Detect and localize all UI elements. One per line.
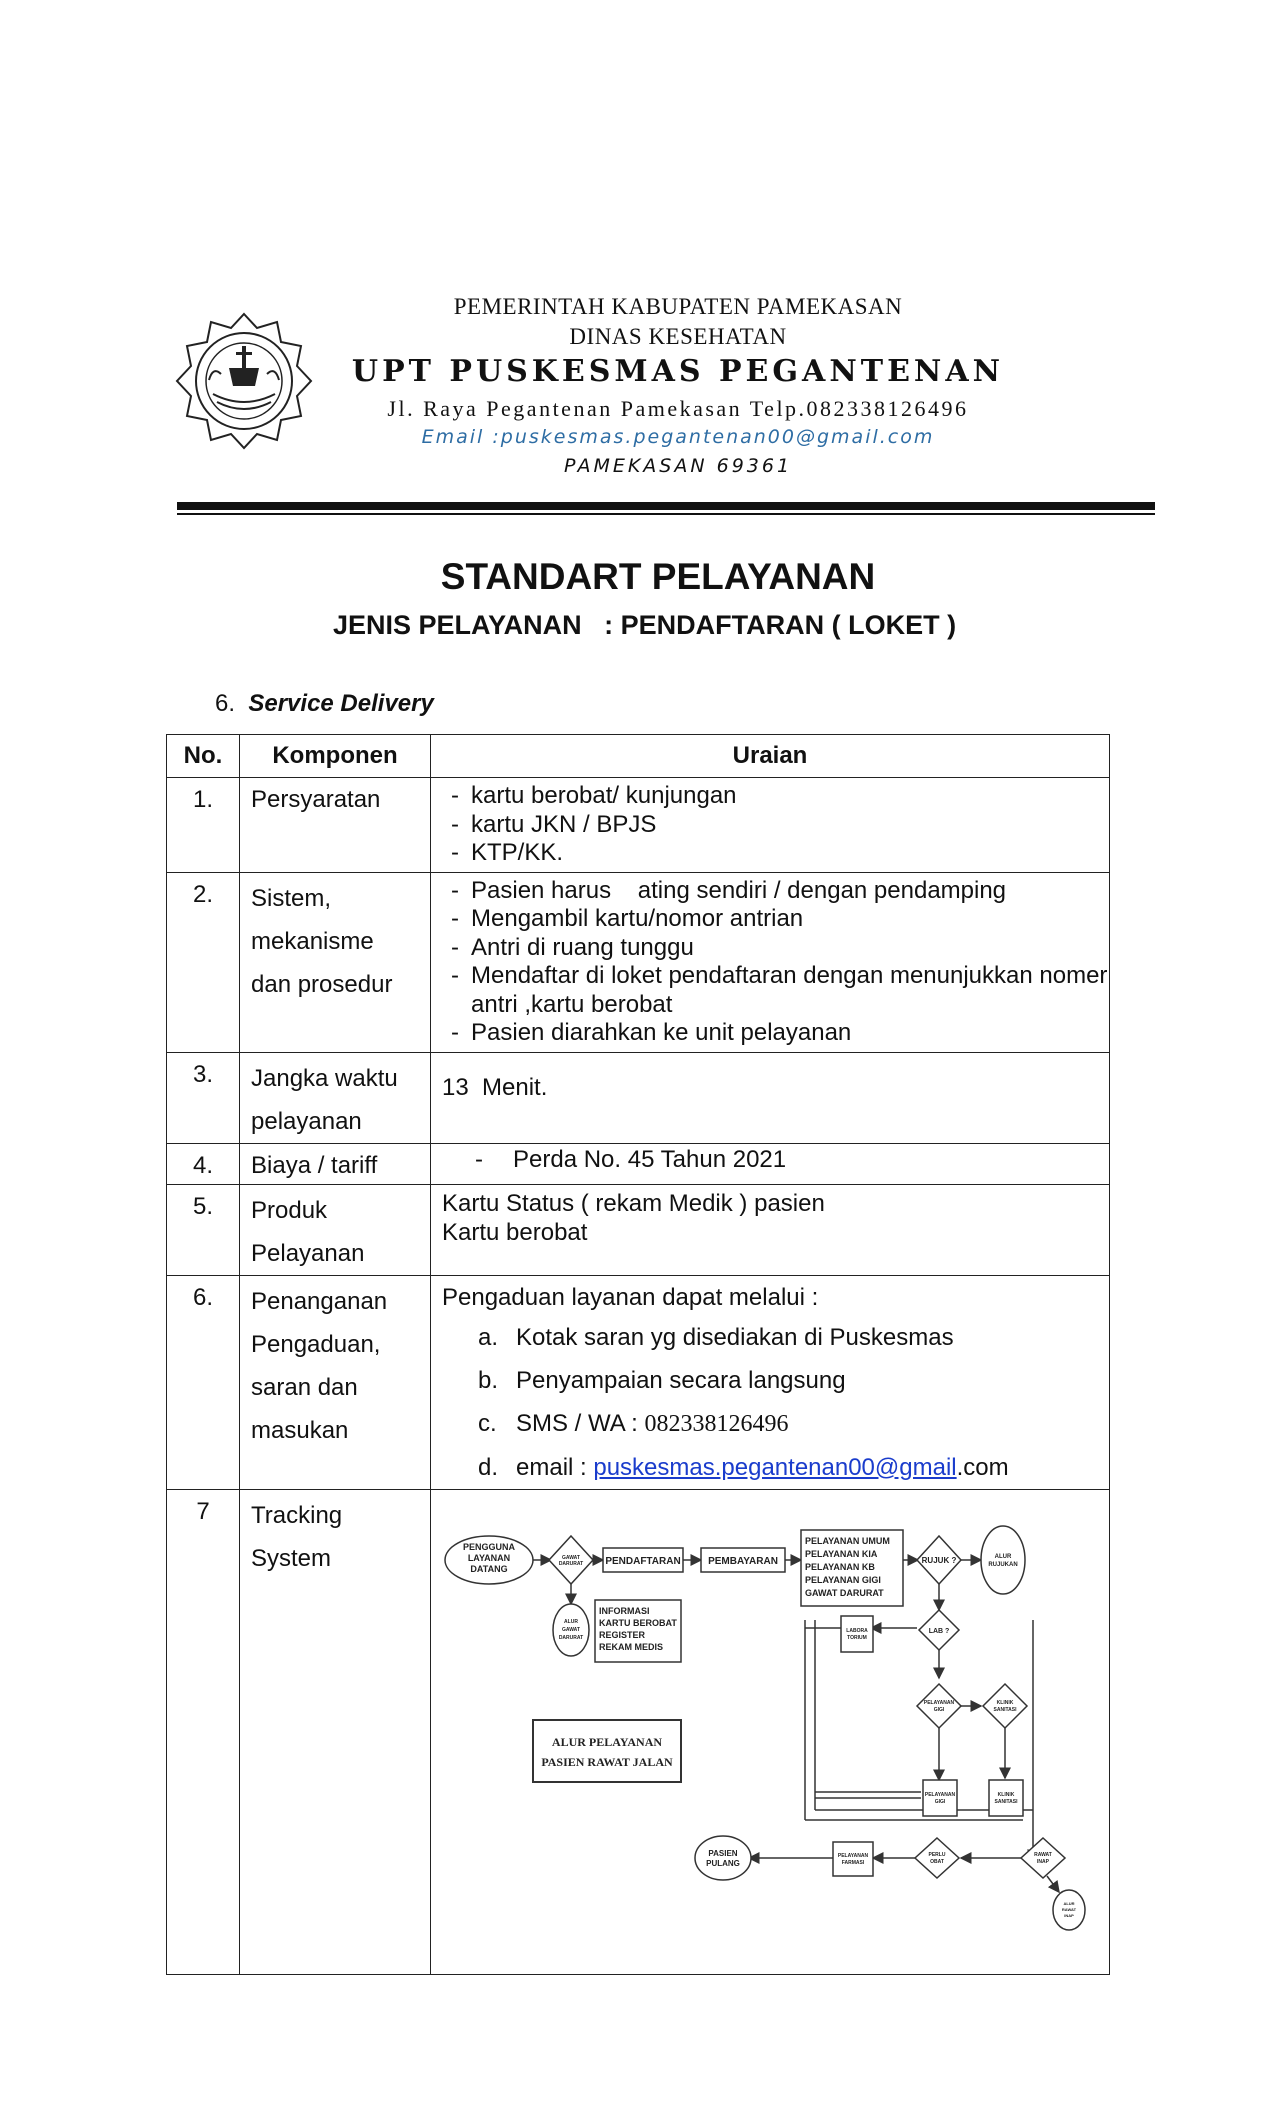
table-row — [167, 1052, 1110, 1143]
flow-node-start: PENGGUNA — [462, 1541, 516, 1552]
flow-node-alur-gawat: ALUR — [564, 1618, 578, 1625]
flow-node-informasi: KARTU BEROBAT — [599, 1617, 677, 1628]
table-row — [167, 1489, 1110, 1974]
list-item: - kartu JKN / BPJS — [449, 811, 1109, 840]
header-divider — [177, 502, 1155, 510]
flow-node-farmasi: FARMASI — [841, 1859, 865, 1866]
flowchart-title: PASIEN RAWAT JALAN — [541, 1754, 673, 1769]
row-uraian — [431, 1275, 1110, 1489]
row-uraian — [431, 1184, 1110, 1275]
email-link[interactable]: puskesmas.pegantenan00@gmail — [593, 1453, 957, 1481]
header-no: No. — [167, 735, 240, 778]
section-number: 6. — [215, 690, 236, 717]
flow-node-alur-rujukan: RUJUKAN — [988, 1561, 1018, 1568]
city-postcode: PAMEKASAN 69361 — [563, 455, 793, 477]
flow-node-start: LAYANAN — [467, 1552, 511, 1563]
row-uraian — [431, 872, 1110, 1052]
flow-node-rawat-inap-q: INAP — [1037, 1858, 1049, 1865]
row-komponen: Produk Pelayanan — [240, 1184, 431, 1275]
flow-node-gigi-q: PELAYANAN — [923, 1699, 955, 1706]
flow-node-pulang: PASIEN — [708, 1848, 738, 1858]
flow-node-informasi: REKAM MEDIS — [599, 1641, 664, 1652]
complaint-channel-list — [431, 1316, 1109, 1489]
item-letter: a. — [478, 1323, 499, 1351]
row-uraian — [431, 778, 1110, 873]
page-title: STANDART PELAYANAN — [440, 556, 876, 597]
row-komponen: Sistem, mekanisme dan prosedur — [240, 872, 431, 1052]
flow-node-labora: LABORA — [846, 1627, 868, 1634]
row-komponen: Tracking System — [240, 1489, 431, 1974]
row-komponen: Jangka waktu pelayanan — [240, 1052, 431, 1143]
flow-node-start: DATANG — [470, 1563, 508, 1574]
cost-list — [431, 1144, 1109, 1179]
row-uraian — [431, 1489, 1110, 1974]
flow-node-alur-rujukan: ALUR — [994, 1553, 1012, 1560]
service-delivery-table — [166, 734, 1110, 1975]
flow-node-informasi: INFORMASI — [599, 1605, 650, 1616]
government-name: PEMERINTAH KABUPATEN PAMEKASAN — [453, 294, 903, 319]
row-number: 3. — [167, 1052, 240, 1143]
email-suffix: .com — [956, 1453, 1009, 1481]
flow-node-obat: PERLU — [928, 1851, 946, 1858]
item-letter: c. — [478, 1409, 497, 1437]
row-number: 7 — [167, 1489, 240, 1974]
header-komponen: Komponen — [240, 735, 431, 778]
flow-node-sanitasi-q: SANITASI — [993, 1706, 1017, 1713]
list-item: - Mengambil kartu/nomor antrian — [449, 905, 1109, 934]
phone-number: 082338126496 — [644, 1410, 789, 1437]
list-item: - KTP/KK. — [449, 839, 1109, 868]
item-text: SMS / WA : — [516, 1409, 645, 1437]
table-row — [167, 1143, 1110, 1184]
flow-node-gigi: GIGI — [934, 1798, 946, 1805]
institution-name: UPT PUSKESMAS PEGANTENAN — [351, 354, 1005, 389]
list-item — [478, 1446, 1109, 1489]
flow-node-gigi-q: GIGI — [933, 1706, 945, 1713]
address: Jl. Raya Pegantenan Pamekasan Telp.082338126496 — [387, 396, 969, 421]
flow-node-sanitasi: KLINIK — [997, 1791, 1015, 1798]
product-line: Kartu Status ( rekam Medik ) pasien — [442, 1189, 825, 1217]
list-item: - kartu berobat/ kunjungan — [449, 782, 1109, 811]
row-number: 2. — [167, 872, 240, 1052]
flow-node-gigi: PELAYANAN — [924, 1791, 956, 1798]
list-item — [478, 1402, 1109, 1446]
row-uraian — [431, 1052, 1110, 1143]
table-row — [167, 778, 1110, 873]
flow-node-rujuk: RUJUK ? — [921, 1555, 957, 1565]
procedure-list — [431, 873, 1109, 1052]
flow-node-obat: OBAT — [930, 1858, 944, 1865]
page-subtitle: JENIS PELAYANAN : PENDAFTARAN ( LOKET ) — [333, 610, 957, 640]
item-letter: b. — [478, 1366, 499, 1394]
header-uraian: Uraian — [431, 735, 1110, 778]
item-text: Kotak saran yg disediakan di Puskesmas — [516, 1323, 954, 1351]
flow-node-pelayanan: PELAYANAN KB — [805, 1561, 875, 1572]
list-item: - Antri di ruang tunggu — [449, 934, 1109, 963]
row-komponen: Biaya / tariff — [240, 1143, 431, 1184]
flow-node-alur-inap: ALUR — [1063, 1900, 1075, 1906]
list-item — [478, 1316, 1109, 1359]
table-row — [167, 1275, 1110, 1489]
list-item: - Pasien diarahkan ke unit pelayanan — [449, 1019, 1109, 1048]
item-letter: d. — [478, 1453, 499, 1481]
flow-node-alur-inap: RAWAT — [1061, 1906, 1077, 1912]
table-row — [167, 1184, 1110, 1275]
flow-node-sanitasi-q: KLINIK — [996, 1699, 1014, 1706]
flow-node-labora: TORIUM — [847, 1634, 867, 1641]
flow-node-alur-gawat: DARURAT — [558, 1634, 584, 1641]
list-item: - Perda No. 45 Tahun 2021 — [473, 1146, 1109, 1175]
flow-node-pembayaran: PEMBAYARAN — [708, 1555, 778, 1567]
section-title: Service Delivery — [248, 690, 434, 717]
list-item: - Mendaftar di loket pendaftaran dengan menunjukkan nomer antri ,kartu berobat — [449, 962, 1109, 1019]
service-flowchart — [443, 1520, 1093, 1940]
row-number: 1. — [167, 778, 240, 873]
flow-node-alur-gawat: GAWAT — [562, 1626, 580, 1633]
table-row — [167, 872, 1110, 1052]
section-heading — [215, 690, 434, 718]
flow-node-alur-inap: INAP — [1064, 1912, 1074, 1918]
flow-node-rawat-inap-q: RAWAT — [1034, 1851, 1052, 1858]
flow-node-pelayanan: GAWAT DARURAT — [805, 1587, 884, 1598]
flow-node-farmasi: PELAYANAN — [837, 1852, 869, 1859]
flow-node-lab: LAB ? — [928, 1627, 950, 1635]
flow-node-pelayanan: PELAYANAN GIGI — [805, 1574, 881, 1585]
product-line: Kartu berobat — [442, 1218, 588, 1246]
agency-name: DINAS KESEHATAN — [569, 324, 787, 349]
item-text: email : — [516, 1453, 594, 1481]
flow-node-informasi: REGISTER — [599, 1629, 646, 1640]
row-komponen: Persyaratan — [240, 778, 431, 873]
flow-node-pelayanan: PELAYANAN UMUM — [805, 1535, 890, 1546]
flow-node-gawat: GAWAT — [562, 1554, 580, 1561]
flow-node-pulang: PULANG — [706, 1858, 740, 1868]
flow-node-pendaftaran: PENDAFTARAN — [605, 1555, 681, 1567]
list-item — [478, 1359, 1109, 1402]
flow-node-sanitasi: SANITASI — [994, 1798, 1018, 1805]
flowchart-title: ALUR PELAYANAN — [551, 1734, 663, 1749]
flow-node-gawat: DARURAT — [558, 1560, 584, 1567]
row-number: 6. — [167, 1275, 240, 1489]
requirements-list — [431, 778, 1109, 872]
row-uraian — [431, 1143, 1110, 1184]
table-header-row — [167, 735, 1110, 778]
row-number: 4. — [167, 1143, 240, 1184]
item-text: Penyampaian secara langsung — [516, 1366, 846, 1394]
row-komponen: Penanganan Pengaduan, saran dan masukan — [240, 1275, 431, 1489]
email-line[interactable]: Email :puskesmas.pegantenan00@gmail.com — [421, 426, 935, 448]
row-number: 5. — [167, 1184, 240, 1275]
list-item: - Pasien harus ating sendiri / dengan pendamping — [449, 877, 1109, 906]
duration-text: 13 Menit. — [442, 1073, 548, 1101]
complaint-intro: Pengaduan layanan dapat melalui : — [442, 1283, 819, 1311]
header-divider-thin — [177, 513, 1155, 515]
flow-node-pelayanan: PELAYANAN KIA — [805, 1548, 878, 1559]
